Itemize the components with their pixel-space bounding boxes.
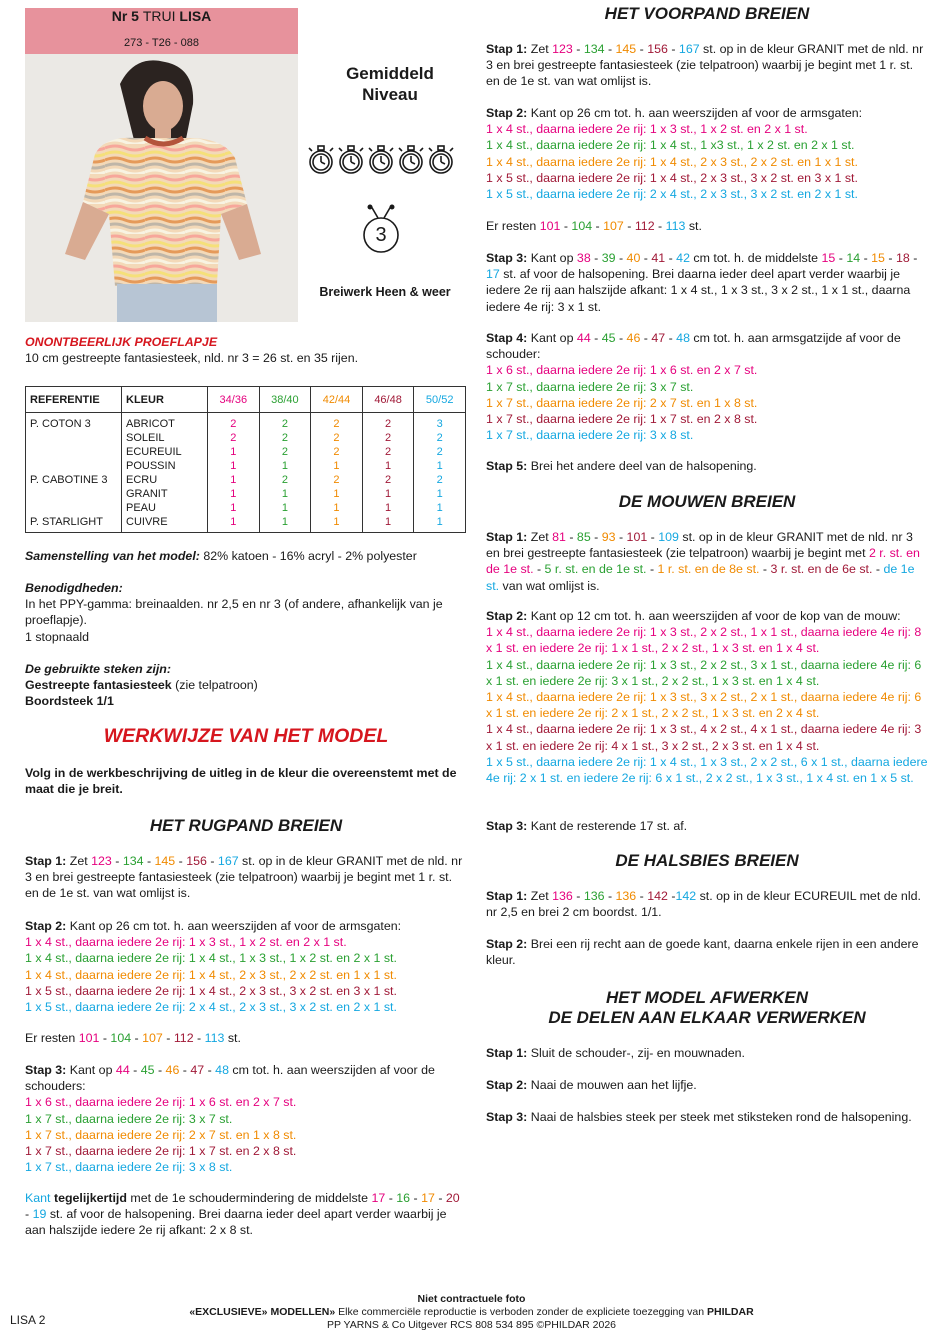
method-title: WERKWIJZE VAN HET MODEL bbox=[103, 725, 389, 747]
stopwatch-icon bbox=[369, 146, 393, 173]
back-step2: Stap 2: Kant op 26 cm tot. h. aan weerszijden af voor de armsgaten: 1 x 4 st., daarna iedere 2e rij: 1 x 3 st., 1 x 2 st. en 2 x 1 st. 1 x 4 st., daarna iedere 2e rij: 1 x 4 st., 1 x 3 st., 1 x 2 st. en 2 x 1 st. 1 x 4 st., daarna iedere 2e rij: 1 x 4 st., 2 x 3 st., 2 x 2 st. en 1 x 1 st. 1 x 5 st., daarna iedere 2e rij: 1 x 4 st., 2 x 3 st., 3 x 2 st. en 3 x 1 st. 1 x 5 st., daarna iedere 2e rij: 2 x 4 st., 2 x 3 st., 3 x 2 st. en 2 x 1 st. bbox=[25, 919, 402, 1015]
sleeves-step1: Stap 1: Zet 81 - 85 - 93 - 101 - 109 st. op in de kleur GRANIT met de nld. nr 3 en brei gestreepte fantasiesteek (zie telpatroon) waarbij je begint met 2 r. st. en de 1e st. - 5 r. st. en de 1e st. - 1 r. st. en de 8e st. - 3 r. st. en de 6e st. - de 1e st. van wat omlijst is. bbox=[486, 530, 920, 593]
gauge-text: 10 cm gestreepte fantasiesteek, nld. nr 3 = 26 st. en 35 rijen. bbox=[25, 351, 359, 365]
footer-publisher: PP YARNS & Co Uitgever RCS 808 534 895 ©PHILDAR 2026 bbox=[326, 1319, 617, 1331]
page-number: LISA 2 bbox=[10, 1313, 46, 1327]
neckband-step1: Stap 1: Zet 136 - 136 - 136 - 142 -142 st. op in de kleur ECUREUIL met de nld. nr 2,5 en brei 2 cm boordst. 1/1. bbox=[486, 889, 921, 920]
stopwatch-icon bbox=[399, 146, 423, 173]
finish-step2: Stap 2: Naai de mouwen aan het lijfje. bbox=[486, 1078, 697, 1092]
needle-size-icon bbox=[359, 204, 403, 254]
front-step4: Stap 4: Kant op 44 - 45 - 46 - 47 - 48 cm tot. h. aan armsgatzijde af voor de schouder: 1 x 6 st., daarna iedere 2e rij: 1 x 6 st. en 2 x 7 st. 1 x 7 st., daarna iedere 2e rij: 3 x 7 st. 1 x 7 st., daarna iedere 2e rij: 2 x 7 st. en 1 x 8 st. 1 x 7 st., daarna iedere 2e rij: 1 x 7 st. en 2 x 8 st. 1 x 7 st., daarna iedere 2e rij: 3 x 8 st. bbox=[486, 331, 901, 443]
pattern-code: 273 - T26 - 088 bbox=[123, 37, 199, 49]
yarn-table bbox=[25, 386, 466, 533]
sleeves-step2: Stap 2: Kant op 12 cm tot. h. aan weerszijden af voor de kop van de mouw: 1 x 4 st., daarna iedere 2e rij: 1 x 3 st., 2 x 2 st., 1 x 1 st., daarna iedere 4e rij: 8 x 1 st. en iedere 2e rij: 1 x 1 st., 2 x 2 st., 1 x 3 st. en 1 x 4 st. 1 x 4 st., daarna iedere 2e rij: 1 x 3 st., 2 x 2 st., 3 x 1 st., daarna iedere 4e rij: 6 x 1 st. en iedere 2e rij: 3 x 1 st., 2 x 2 st., 1 x 3 st. en 1 x 4 st. 1 x 4 st., daarna iedere 2e rij: 1 x 3 st., 3 x 2 st., 2 x 1 st., daarna iedere 4e rij: 6 x 1 st. en iedere 2e rij: 2 x 1 st., 2 x 2 st., 1 x 3 st. en 2 x 4 st. 1 x 4 st., daarna iedere 2e rij: 1 x 3 st., 4 x 2 st., 4 x 1 st., daarna iedere 4e rij: 3 x 1 st. en iedere 2e rij: 4 x 1 st., 3 x 2 st., 2 x 3 st. en 1 x 4 st. 1 x 5 st., daarna iedere 2e rij: 1 x 4 st., 1 x 3 st., 2 x 2 st., 6 x 1 st., daarna iedere 4e rij: 2 x 1 st. en iedere 2e rij: 6 x 1 st., 2 x 2 st., 1 x 3 st., 1 x 4 st. en 1 x 5 st. bbox=[486, 609, 928, 786]
supplies: Benodigdheden: In het PPY-gamma: breinaalden. nr 2,5 en nr 3 (of andere, afhankelijk van je proeflapje). 1 stopnaald bbox=[25, 581, 443, 644]
stopwatch-icon bbox=[339, 146, 363, 173]
pattern-title: Nr 5 TRUI LISA bbox=[111, 8, 212, 24]
front-rest: Er resten 101 - 104 - 107 - 112 - 113 st. bbox=[486, 219, 702, 233]
needle-number: 3 bbox=[375, 224, 387, 246]
back-neck: Kant tegelijkertijd met de 1e schoudermindering de middelste 17 - 16 - 17 - 20 - 19 st. af voor de halsopening. Brei daarna ieder deel apart verder waarbij je aan halszijde iedere 2e rij afkant: 2 x 8 st. bbox=[25, 1191, 460, 1238]
finish-step3: Stap 3: Naai de halsbies steek per steek met stiksteken rond de halsopening. bbox=[486, 1110, 912, 1124]
table-body: P. COTON 3 P. CABOTINE 3 P. STARLIGHT ABRICOT SOLEIL ECUREUIL POUSSIN ECRU GRANIT PEAU CUIVRE 2 2 1 1 1 1 1 1 2 2 2 1 2 1 1 1 2 2 2 1 2 1 1 1 2 2 2 1 2 1 1 1 3 2 2 1 2 1 1 1 bbox=[26, 413, 466, 533]
finish-title: HET MODEL AFWERKEN DE DELEN AAN ELKAAR VERWERKEN bbox=[548, 988, 866, 1027]
back-rest: Er resten 101 - 104 - 107 - 112 - 113 st. bbox=[25, 1031, 241, 1045]
back-step1: Stap 1: Zet 123 - 134 - 145 - 156 - 167 st. op in de kleur GRANIT met de nld. nr 3 en brei gestreepte fantasiesteek (zie telpatroon) waarbij je begint met 1 r. st. en de 1e st. van wat omlijst is. bbox=[25, 854, 463, 901]
back-title: HET RUGPAND BREIEN bbox=[149, 816, 343, 835]
technique-label: Breiwerk Heen & weer bbox=[319, 285, 451, 299]
front-step3: Stap 3: Kant op 38 - 39 - 40 - 41 - 42 cm tot. h. de middelste 15 - 14 - 15 - 18 - 17 st. af voor de halsopening. Brei daarna ieder deel apart verder waarbij je iedere 2e rij aan halszijde afkant: 1 x 4 st., 1 x 3 st., 3 x 2 st., 1 x 1 st., daarna iedere 4e rij: 3 x 1 st. bbox=[486, 251, 918, 314]
stopwatch-rating bbox=[306, 142, 462, 178]
table-header: REFERENTIE KLEUR 34/36 38/40 42/44 46/48 50/52 bbox=[26, 387, 466, 413]
sleeves-title: DE MOUWEN BREIEN bbox=[618, 492, 796, 511]
composition: Samenstelling van het model: 82% katoen - 16% acryl - 2% polyester bbox=[25, 549, 417, 563]
stitches: De gebruikte steken zijn: Gestreepte fantasiesteek (zie telpatroon) Boordsteek 1/1 bbox=[25, 662, 258, 709]
finish-step1: Stap 1: Sluit de schouder-, zij- en mouwnaden. bbox=[486, 1046, 745, 1060]
footer-copyright: «EXCLUSIEVE» MODELLEN» Elke commerciële reproductie is verboden zonder de expliciete toezegging van PHILDAR bbox=[189, 1306, 754, 1318]
front-step2: Stap 2: Kant op 26 cm tot. h. aan weerszijden af voor de armsgaten: 1 x 4 st., daarna iedere 2e rij: 1 x 3 st., 1 x 2 st. en 2 x 1 st. 1 x 4 st., daarna iedere 2e rij: 1 x 4 st., 1 x3 st., 1 x 2 st. en 2 x 1 st. 1 x 4 st., daarna iedere 2e rij: 1 x 4 st., 2 x 3 st., 2 x 2 st. en 1 x 1 st. 1 x 5 st., daarna iedere 2e rij: 1 x 4 st., 2 x 3 st., 3 x 2 st. en 3 x 1 st. 1 x 5 st., daarna iedere 2e rij: 2 x 4 st., 2 x 3 st., 3 x 2 st. en 2 x 1 st. bbox=[486, 106, 863, 202]
method-intro: Volg in de werkbeschrijving de uitleg in de kleur die overeenstemt met de maat die je breit. bbox=[25, 766, 457, 797]
neckband-title: DE HALSBIES BREIEN bbox=[615, 851, 799, 870]
sleeves-step3: Stap 3: Kant de resterende 17 st. af. bbox=[486, 819, 688, 833]
front-step5: Stap 5: Brei het andere deel van de halsopening. bbox=[486, 459, 757, 473]
footer-disclaimer: Niet contractuele foto bbox=[417, 1293, 526, 1305]
model-photo bbox=[25, 54, 298, 322]
stopwatch-icon bbox=[429, 146, 453, 173]
gauge-title: ONONTBEERLIJK PROEFLAPJE bbox=[25, 335, 218, 349]
difficulty-level: Gemiddeld Niveau bbox=[346, 64, 434, 104]
front-step1: Stap 1: Zet 123 - 134 - 145 - 156 - 167 st. op in de kleur GRANIT met de nld. nr 3 en brei gestreepte fantasiesteek (zie telpatroon) waarbij je begint met 1 r. st. en de 1e st. van wat omlijst is. bbox=[486, 42, 924, 89]
back-step3: Stap 3: Kant op 44 - 45 - 46 - 47 - 48 cm tot. h. aan weerszijden af voor de schouders: 1 x 6 st., daarna iedere 2e rij: 1 x 6 st. en 2 x 7 st. 1 x 7 st., daarna iedere 2e rij: 3 x 7 st. 1 x 7 st., daarna iedere 2e rij: 2 x 7 st. en 1 x 8 st. 1 x 7 st., daarna iedere 2e rij: 1 x 7 st. en 2 x 8 st. 1 x 7 st., daarna iedere 2e rij: 3 x 8 st. bbox=[25, 1063, 435, 1175]
neckband-step2: Stap 2: Brei een rij recht aan de goede kant, daarna enkele rijen in een andere kleur. bbox=[486, 937, 919, 968]
front-title: HET VOORPAND BREIEN bbox=[604, 4, 810, 23]
pattern-header bbox=[25, 8, 298, 54]
